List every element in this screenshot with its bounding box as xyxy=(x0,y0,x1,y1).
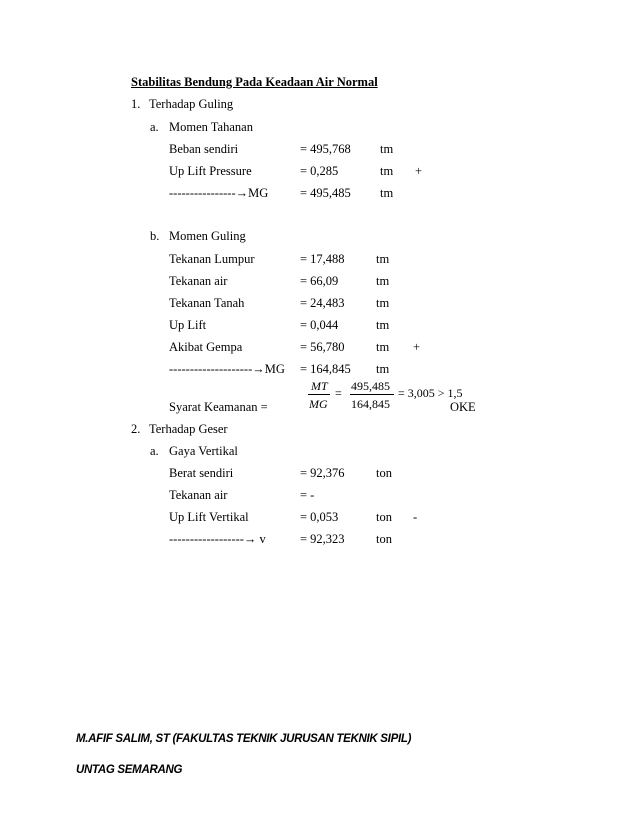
row-operator: - xyxy=(413,510,418,524)
item-2-label: Terhadap Geser xyxy=(149,422,228,436)
row-name: Beban sendiri xyxy=(169,142,239,156)
formula-result: = 3,005 > 1,5 xyxy=(398,386,463,400)
row-unit: tm xyxy=(376,362,390,376)
item-1a-label: Momen Tahanan xyxy=(169,120,253,134)
row-unit: tm xyxy=(376,252,390,266)
section-title: Stabilitas Bendung Pada Keadaan Air Normal xyxy=(131,75,378,89)
row-name: Tekanan air xyxy=(169,488,228,502)
formula-numerator-value: 495,485 xyxy=(351,379,390,393)
row-unit: tm xyxy=(376,296,390,310)
row-value: = 56,780 xyxy=(300,340,345,354)
row-value: = 495,485 xyxy=(300,186,351,200)
item-1b-label: Momen Guling xyxy=(169,229,246,243)
row-value: = 92,323 xyxy=(300,532,345,546)
row-value: = 0,285 xyxy=(300,164,339,178)
item-1-number: 1. xyxy=(131,97,141,111)
row-name: Tekanan Lumpur xyxy=(169,252,255,266)
safety-label: Syarat Keamanan = xyxy=(169,400,268,414)
formula-denominator-value: 164,845 xyxy=(351,397,390,411)
row-name: Tekanan air xyxy=(169,274,228,288)
row-unit: tm xyxy=(380,186,394,200)
row-name: ----------------→MG xyxy=(169,186,269,200)
row-unit: tm xyxy=(376,340,390,354)
row-value: = 24,483 xyxy=(300,296,345,310)
row-unit: tm xyxy=(376,274,390,288)
row-value: = 17,488 xyxy=(300,252,345,266)
row-value: = 164,845 xyxy=(300,362,351,376)
row-name: Up Lift xyxy=(169,318,207,332)
row-value: = 495,768 xyxy=(300,142,351,156)
row-value: = - xyxy=(300,488,315,502)
row-name: Akibat Gempa xyxy=(169,340,243,354)
row-value: = 66,09 xyxy=(300,274,339,288)
row-unit: ton xyxy=(376,510,392,524)
row-name: Up Lift Pressure xyxy=(169,164,252,178)
item-1b-letter: b. xyxy=(150,229,160,243)
formula-line-symbolic xyxy=(308,394,330,395)
row-name: ------------------→ v xyxy=(169,532,266,546)
row-value: = 0,044 xyxy=(300,318,339,332)
item-2a-letter: a. xyxy=(150,444,159,458)
row-unit: tm xyxy=(380,142,394,156)
row-name: Tekanan Tanah xyxy=(169,296,245,310)
row-operator: + xyxy=(415,164,423,178)
item-2a-label: Gaya Vertikal xyxy=(169,444,238,458)
footer-author: M.AFIF SALIM, ST (FAKULTAS TEKNIK JURUSAN TEKNIK SIPIL) xyxy=(76,733,412,745)
row-value: = 92,376 xyxy=(300,466,345,480)
row-operator: + xyxy=(413,340,421,354)
safety-status: OKE xyxy=(450,400,476,414)
formula-line-values xyxy=(350,394,394,395)
item-2-number: 2. xyxy=(131,422,141,436)
formula-equals: = xyxy=(335,386,342,400)
item-1-label: Terhadap Guling xyxy=(149,97,234,111)
footer-institution: UNTAG SEMARANG xyxy=(76,764,183,776)
row-unit: ton xyxy=(376,532,392,546)
row-value: = 0,053 xyxy=(300,510,339,524)
item-1a-letter: a. xyxy=(150,120,159,134)
row-unit: tm xyxy=(376,318,390,332)
row-unit: ton xyxy=(376,466,392,480)
row-name: --------------------→MG xyxy=(169,362,285,376)
row-name: Berat sendiri xyxy=(169,466,234,480)
formula-denominator-symbol: MG xyxy=(309,397,328,411)
row-unit: tm xyxy=(380,164,394,178)
formula-numerator-symbol: MT xyxy=(311,379,328,393)
row-name: Up Lift Vertikal xyxy=(169,510,249,524)
